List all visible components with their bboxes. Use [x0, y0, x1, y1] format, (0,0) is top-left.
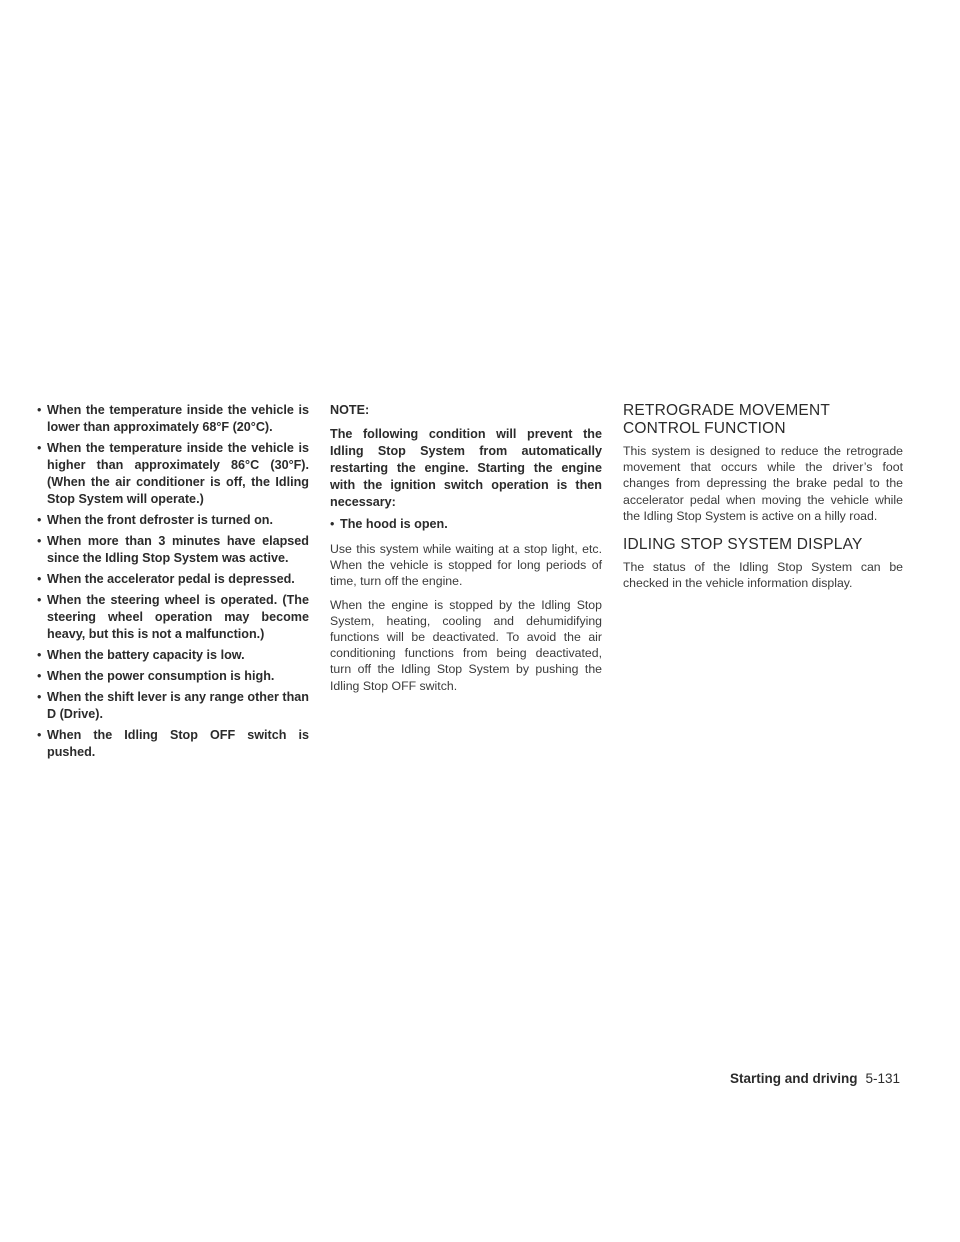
display-heading: IDLING STOP SYSTEM DISPLAY [623, 536, 863, 554]
retrograde-paragraph: This system is designed to reduce the retrograde movement that occurs while the driver’s foot changes from depressing the brake pedal to the accelerator pedal when moving the vehicle while the Idling Stop System is active on a hilly road. [623, 444, 903, 523]
list-item: • When the battery capacity is low. [37, 648, 245, 662]
bullet-icon: • [37, 534, 42, 548]
list-item: • When the steering wheel is operated. (The steering wheel operation may become heavy, but this is not a malfunction.) [37, 593, 309, 641]
bullet-icon: • [37, 669, 42, 683]
bullet-icon: • [37, 593, 42, 607]
list-item: • When the Idling Stop OFF switch is pushed. [37, 728, 309, 759]
note-label: NOTE: [330, 403, 370, 417]
bullet-icon: • [37, 441, 42, 455]
climate-paragraph: When the engine is stopped by the Idling Stop System, heating, cooling and dehumidifying functions will be deactivated. To avoid the air conditioning functions from being deactivated, turn off the Idling Stop System by pushing the Idling Stop OFF switch. [330, 597, 602, 693]
page-number: 5-131 [865, 1071, 900, 1086]
list-item: • When the accelerator pedal is depressed. [37, 572, 295, 586]
display-paragraph: The status of the Idling Stop System can be checked in the vehicle information display. [623, 560, 903, 591]
bullet-icon: • [37, 648, 42, 662]
condition-list [37, 402, 309, 761]
bullet-icon: • [37, 728, 42, 742]
retrograde-heading: RETROGRADE MOVEMENT CONTROL FUNCTION [623, 402, 831, 437]
bullet-icon: • [37, 513, 42, 527]
bullet-icon: • [37, 403, 42, 417]
list-item: • When the front defroster is turned on. [37, 513, 273, 527]
left-column [37, 402, 309, 765]
right-column [623, 402, 903, 598]
footer-section-title: Starting and driving [729, 1071, 858, 1086]
list-item: • When more than 3 minutes have elapsed since the Idling Stop System was active. [37, 534, 309, 565]
note-bullet: • The hood is open. [330, 517, 448, 531]
page-footer [700, 1071, 900, 1086]
middle-column [330, 402, 602, 701]
list-item: • When the temperature inside the vehicle is higher than approximately 86°C (30°F). (When the air conditioner is off, the Idling Stop System will operate.) [37, 441, 309, 506]
usage-paragraph: Use this system while waiting at a stop light, etc. When the vehicle is stopped for long periods of time, turn off the engine. [330, 542, 602, 589]
note-text: The following condition will prevent the Idling Stop System from automatically restarting the engine. Starting the engine with the ignition switch operation is then necessary: [330, 427, 602, 509]
bullet-icon: • [330, 517, 335, 531]
list-item: • When the temperature inside the vehicle is lower than approximately 68°F (20°C). [37, 403, 309, 434]
bullet-icon: • [37, 572, 42, 586]
list-item: • When the shift lever is any range other than D (Drive). [37, 690, 309, 721]
list-item: • When the power consumption is high. [37, 669, 275, 683]
bullet-icon: • [37, 690, 42, 704]
